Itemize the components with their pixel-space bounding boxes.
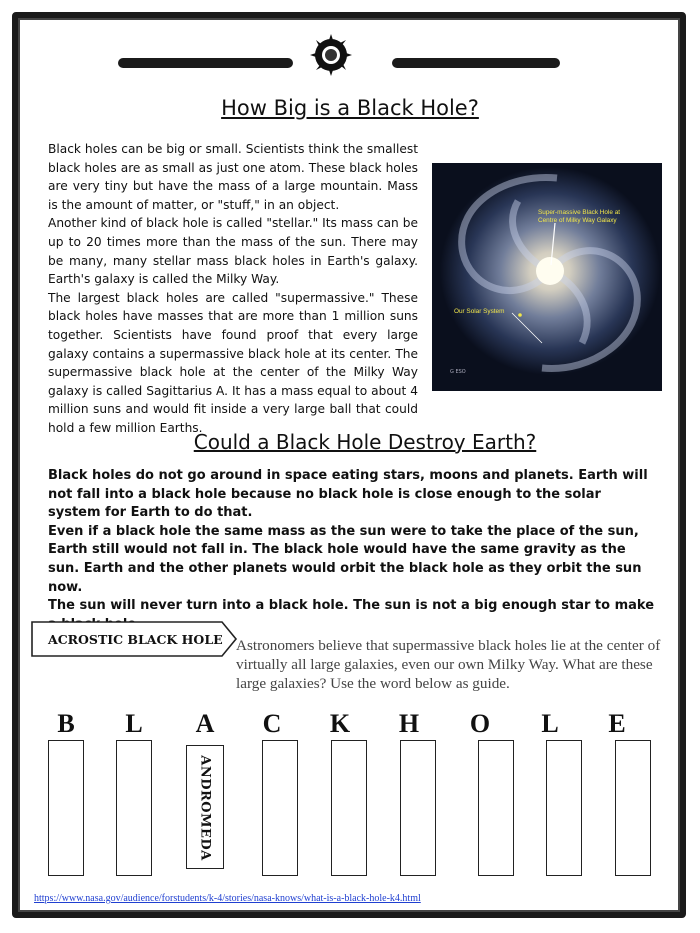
- acrostic-letter: H: [398, 709, 420, 738]
- paragraph: Another kind of black hole is called "stellar." Its mass can be up to 20 times more than the mass of the sun. There may be many, many stellar mass black holes in Earth's galaxy. Earth's galaxy is called the Milky Way.: [48, 216, 418, 287]
- answer-box-h[interactable]: [400, 740, 436, 876]
- acrostic-letter: A: [195, 709, 215, 738]
- galaxy-spiral-icon: [432, 163, 662, 391]
- acrostic-letter: C: [262, 709, 282, 738]
- milky-way-galaxy-image: [432, 163, 662, 391]
- answer-box-e[interactable]: [615, 740, 651, 876]
- answer-box-c[interactable]: [262, 740, 298, 876]
- acrostic-letter: E: [608, 709, 626, 738]
- activity-label: ACROSTIC BLACK HOLE: [48, 632, 223, 647]
- answer-box-l[interactable]: [116, 740, 152, 876]
- solar-system-label: Our Solar System: [454, 308, 505, 315]
- page-title: How Big is a Black Hole?: [221, 96, 479, 120]
- paragraph: The largest black holes are called "supermassive." These black holes have masses that are more than 1 million suns together. Scientists have found proof that every large galaxy contains a supermassive black hole at its center. The supermassive black hole at the center of the Milky Way galaxy is called Sagittarius A. It has a mass equal to about 4 million suns and would fit inside a very large ball that could hold a few million Earths.: [48, 290, 418, 435]
- activity-prompt: Astronomers believe that supermassive black holes lie at the center of virtually all large galaxies, even our own Milky Way. What are these large galaxies? Use the word below as guide.: [236, 637, 661, 692]
- acrostic-letter: K: [329, 709, 351, 738]
- brush-stroke-left: [118, 58, 293, 68]
- acrostic-letter: L: [541, 709, 559, 738]
- paragraph: Black holes can be big or small. Scientists think the smallest black holes are as small as just one atom. These black holes are very tiny but have the mass of a large mountain. Mass is the amount of matter, or "stuff," in an object.: [48, 142, 418, 212]
- svg-text:G ESO: G ESO: [450, 369, 466, 375]
- source-link[interactable]: https://www.nasa.gov/audience/forstudents/k-4/stories/nasa-knows/what-is-a-black-hole-k4.html: [34, 893, 421, 904]
- answer-box-o[interactable]: [478, 740, 514, 876]
- answer-box-k[interactable]: [331, 740, 367, 876]
- acrostic-letter: L: [125, 709, 143, 738]
- black-hole-size-text: [48, 140, 418, 438]
- answer-box-l2[interactable]: [546, 740, 582, 876]
- section-title: Could a Black Hole Destroy Earth?: [193, 430, 537, 454]
- acrostic-letter: O: [469, 709, 491, 738]
- paragraph: The sun will never turn into a black hole. The sun is not a big enough star to make: [48, 598, 655, 614]
- acrostic-letter: B: [57, 709, 75, 738]
- answer-box-b[interactable]: [48, 740, 84, 876]
- brush-stroke-right: [392, 58, 560, 68]
- paragraph: Even if a black hole the same mass as the sun were to take the place of the sun, Earth still would not fall in. The black hole would have the same gravity as the sun. Earth and the other planets would orbit the black hole as they orbit the sun now.: [48, 523, 642, 595]
- black-hole-emblem-icon: [308, 32, 354, 78]
- galaxy-center-label: Super-massive Black Hole at Centre of Milky Way Galaxy: [538, 209, 621, 224]
- example-answer: [188, 747, 222, 869]
- example-answer-text: ANDROMEDA: [197, 755, 213, 861]
- black-hole-earth-text: [48, 467, 654, 634]
- paragraph: Black holes do not go around in space eating stars, moons and planets. Earth will not fall into a black hole because no black hole is close enough to the solar system for Earth to do that.: [48, 468, 648, 521]
